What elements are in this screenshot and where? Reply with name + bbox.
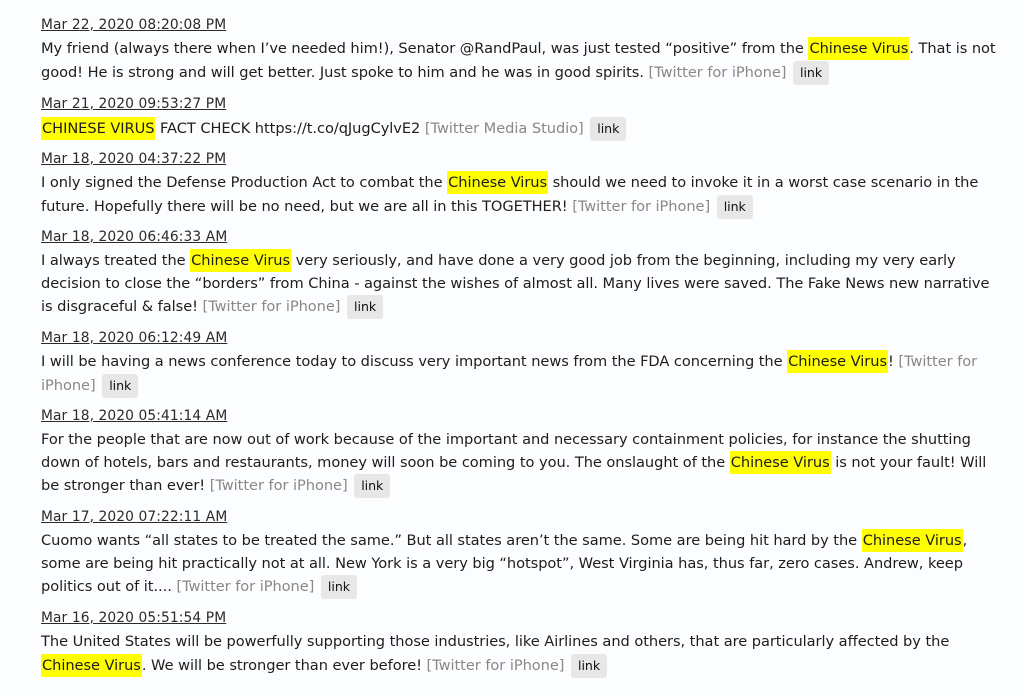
highlighted-term: Chinese Virus — [808, 37, 909, 60]
tweet-entry — [41, 14, 996, 85]
tweet-link-button[interactable]: link — [321, 575, 357, 599]
tweet-link-button[interactable]: link — [717, 195, 753, 219]
tweet-entry — [41, 327, 996, 398]
tweet-entry — [41, 405, 996, 498]
tweet-link-button[interactable]: link — [590, 117, 626, 141]
tweet-timestamp[interactable]: Mar 18, 2020 05:41:14 AM — [41, 408, 228, 424]
tweet-text — [41, 250, 996, 319]
tweet-text-before: My friend (always there when I’ve needed him!), Senator @RandPaul, was just tested “positive” from the — [41, 40, 809, 57]
tweet-timestamp[interactable]: Mar 18, 2020 04:37:22 PM — [41, 151, 227, 167]
tweet-text-before: Cuomo wants “all states to be treated the same.” But all states aren’t the same. Some are being hit hard by the — [41, 532, 862, 549]
tweet-source: [Twitter Media Studio] — [424, 120, 584, 137]
tweet-text-before: I only signed the Defense Production Act to combat the — [41, 174, 448, 191]
tweet-link-button[interactable]: link — [102, 374, 138, 398]
tweet-timestamp[interactable]: Mar 18, 2020 06:46:33 AM — [41, 229, 228, 245]
tweet-text-after: . We will be stronger than ever before! — [141, 656, 427, 674]
tweet-text-after: very seriously, and have done a very good job from the beginning, including my very early decision to close the “borders” from China - against the wishes of almost all. Many lives were saved. The Fake News new narrative is disgraceful & false! — [41, 252, 990, 316]
highlighted-term: Chinese Virus — [190, 249, 291, 272]
tweet-text — [41, 429, 996, 498]
highlighted-term: Chinese Virus — [447, 171, 548, 194]
highlighted-term: Chinese Virus — [787, 350, 888, 373]
tweet-source: [Twitter for iPhone] — [648, 63, 787, 81]
tweet-text-after: is not your fault! Will be stronger than ever! — [41, 453, 987, 495]
tweet-entry — [41, 506, 996, 599]
tweet-text-before: I will be having a news conference today to discuss very important news from the FDA concerning the — [41, 353, 788, 370]
tweet-timestamp[interactable]: Mar 17, 2020 07:22:11 AM — [41, 509, 228, 525]
highlighted-term: Chinese Virus — [862, 529, 963, 552]
tweet-link-button[interactable]: link — [571, 654, 607, 678]
tweet-text-before: For the people that are now out of work because of the important and necessary containment policies, for instance the shutting down of hotels, bars and restaurants, money will soon be coming to you. The onslaught of the — [41, 431, 971, 471]
tweet-source: [Twitter for iPhone] — [202, 298, 341, 316]
tweet-text — [41, 351, 996, 398]
tweet-timestamp[interactable]: Mar 16, 2020 05:51:54 PM — [41, 610, 227, 626]
tweet-source: [Twitter for iPhone] — [41, 353, 978, 394]
tweet-text — [41, 38, 996, 85]
tweet-entry — [41, 607, 996, 678]
tweet-text — [41, 631, 996, 678]
tweet-link-button[interactable]: link — [354, 474, 390, 498]
tweet-timestamp[interactable]: Mar 18, 2020 06:12:49 AM — [41, 330, 228, 346]
tweet-source: [Twitter for iPhone] — [572, 197, 711, 215]
tweet-text-before: The United States will be powerfully supporting those industries, like Airlines and others, that are particularly affected by the — [41, 633, 950, 650]
tweet-text — [41, 172, 996, 219]
highlighted-term: Chinese Virus — [730, 451, 831, 474]
tweet-entry — [41, 148, 996, 219]
highlighted-term: Chinese Virus — [41, 654, 142, 677]
tweet-source: [Twitter for iPhone] — [209, 477, 348, 495]
tweet-source: [Twitter for iPhone] — [426, 656, 565, 674]
tweet-link-button[interactable]: link — [793, 61, 829, 85]
tweet-source: [Twitter for iPhone] — [176, 578, 315, 596]
tweet-text-after: , some are being hit practically not at all. New York is a very big “hotspot”, West Virginia has, thus far, zero cases. Andrew, keep politics out of it.... — [41, 532, 968, 596]
tweet-link-button[interactable]: link — [347, 295, 383, 319]
highlighted-term: CHINESE VIRUS — [41, 117, 155, 140]
tweet-text-before: I always treated the — [41, 252, 191, 269]
tweet-text — [41, 117, 996, 141]
tweet-timestamp[interactable]: Mar 22, 2020 08:20:08 PM — [41, 17, 227, 33]
tweet-text-after: FACT CHECK https://t.co/qJugCylvE2 — [155, 120, 425, 137]
tweet-text-after: . That is not good! He is strong and will get better. Just spoke to him and he was in good spirits. — [41, 40, 996, 81]
tweet-entry — [41, 93, 996, 141]
tweet-text-after: should we need to invoke it in a worst case scenario in the future. Hopefully there will be no need, but we are all in this TOGETHER! — [41, 174, 979, 215]
tweet-text — [41, 530, 996, 599]
tweet-entry — [41, 226, 996, 319]
tweet-text-after: ! — [888, 353, 899, 370]
tweet-timestamp[interactable]: Mar 21, 2020 09:53:27 PM — [41, 96, 227, 112]
